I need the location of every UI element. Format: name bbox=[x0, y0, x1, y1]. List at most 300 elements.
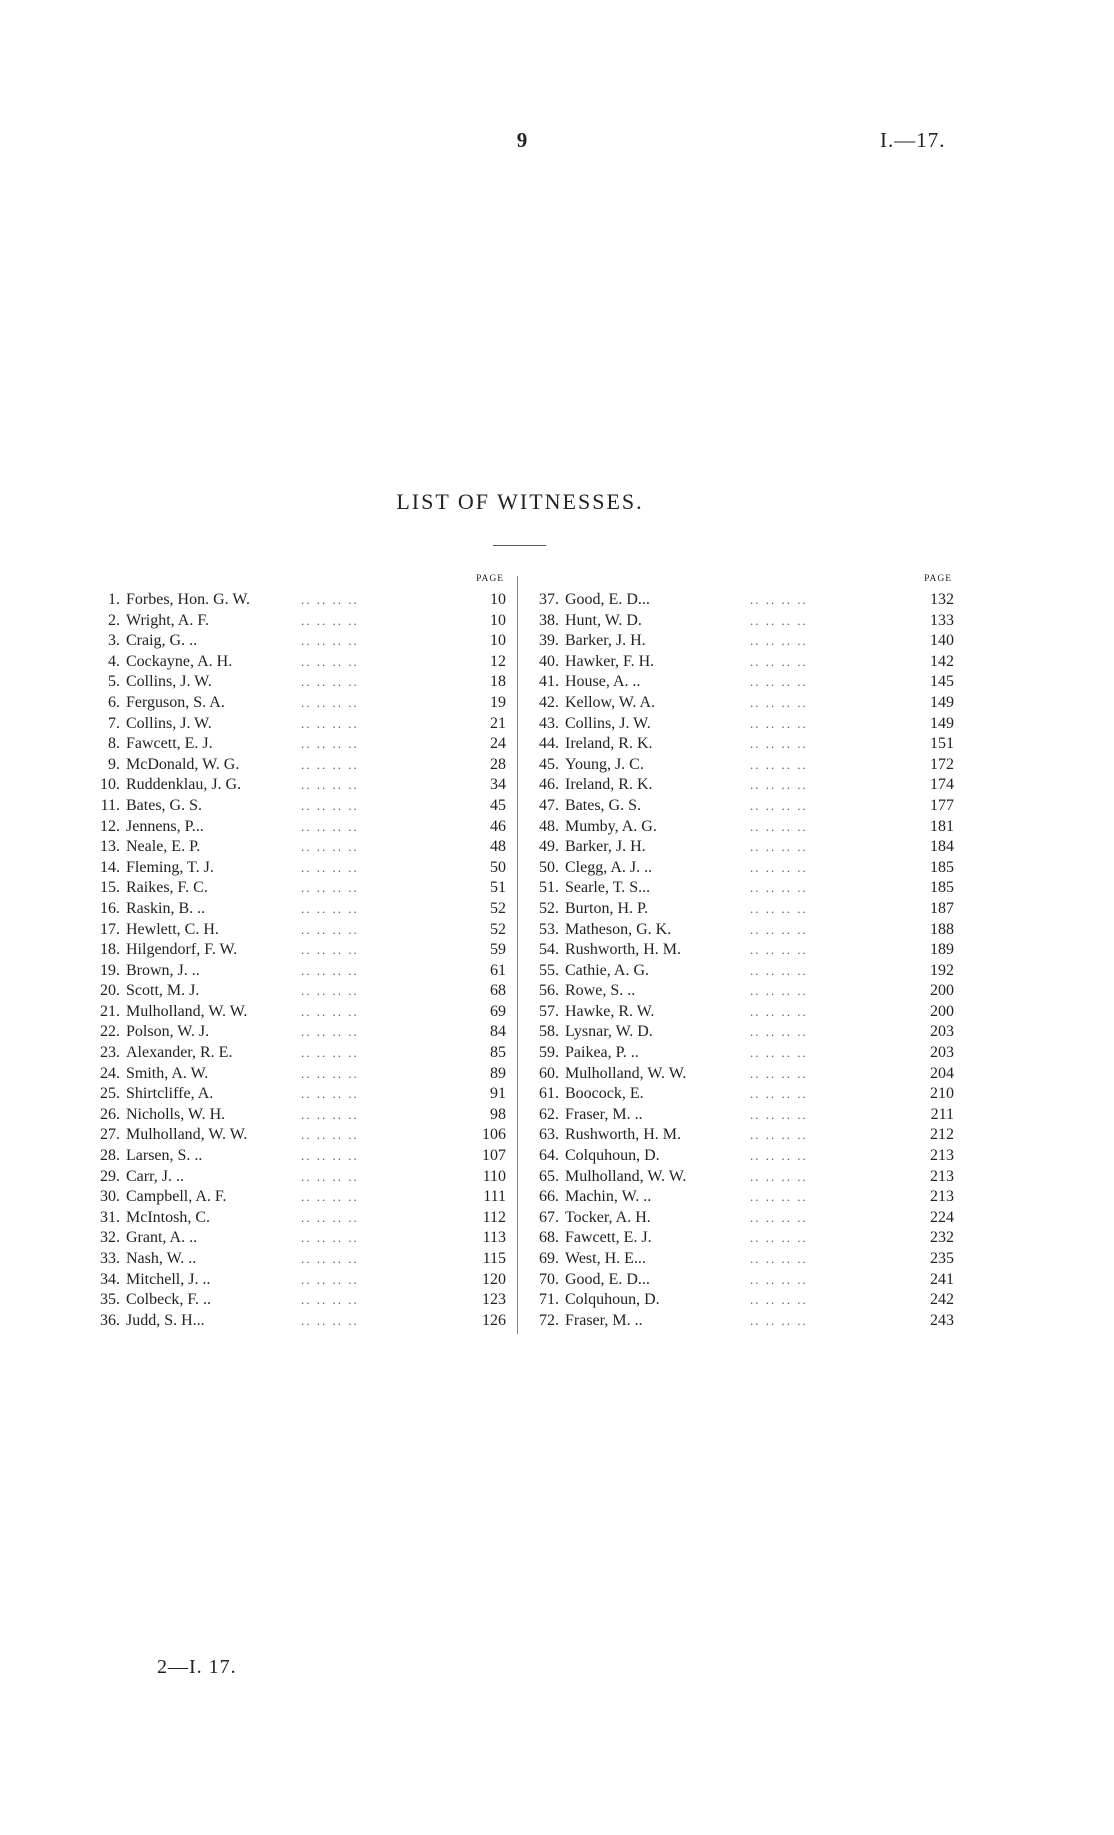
dot-leader: .. .. .. .. bbox=[301, 633, 359, 649]
witness-name: Shirtcliffe, A. bbox=[126, 1085, 214, 1103]
witness-row bbox=[529, 714, 954, 735]
page-reference: 123 bbox=[482, 1291, 506, 1309]
page-reference: 243 bbox=[930, 1311, 954, 1329]
witness-number: 28. bbox=[100, 1147, 120, 1165]
dot-leader: .. .. .. .. bbox=[301, 839, 359, 855]
dot-leader: .. .. .. .. bbox=[750, 633, 808, 649]
dot-leader: .. .. .. .. bbox=[750, 880, 808, 896]
witness-column-left bbox=[88, 574, 506, 1331]
witness-row bbox=[88, 1002, 506, 1023]
page-reference: 85 bbox=[490, 1044, 506, 1062]
witness-row bbox=[529, 1311, 954, 1332]
page-reference: 213 bbox=[930, 1188, 954, 1206]
witness-number: 4. bbox=[108, 652, 120, 670]
page-reference: 149 bbox=[930, 714, 954, 732]
witness-number: 65. bbox=[539, 1167, 559, 1185]
witness-name: Grant, A. .. bbox=[126, 1229, 198, 1247]
witness-row bbox=[88, 1290, 506, 1311]
witness-row bbox=[88, 837, 506, 858]
witness-row bbox=[88, 611, 506, 632]
page-reference: 132 bbox=[930, 591, 954, 608]
column-divider bbox=[517, 576, 518, 1334]
dot-leader: .. .. .. .. bbox=[301, 1045, 359, 1061]
page-reference: 200 bbox=[930, 982, 954, 1000]
page-reference: 52 bbox=[490, 920, 506, 938]
witness-number: 27. bbox=[100, 1126, 120, 1144]
witness-name: Forbes, Hon. G. W. bbox=[126, 591, 251, 608]
witness-name: Jennens, P... bbox=[126, 817, 204, 835]
witness-row bbox=[529, 1105, 954, 1126]
page-reference: 34 bbox=[490, 776, 506, 794]
page-reference: 149 bbox=[930, 693, 954, 711]
page-reference: 113 bbox=[482, 1229, 506, 1247]
witness-name: Polson, W. J. bbox=[126, 1023, 210, 1041]
witness-name: Hawke, R. W. bbox=[565, 1002, 655, 1020]
witness-name: Cockayne, A. H. bbox=[126, 652, 233, 670]
page-reference: 142 bbox=[930, 652, 954, 670]
witness-name: Ferguson, S. A. bbox=[126, 693, 225, 711]
witness-row bbox=[529, 1167, 954, 1188]
page-reference: 98 bbox=[490, 1105, 506, 1123]
dot-leader: .. .. .. .. bbox=[301, 1106, 359, 1122]
witness-name: McIntosh, C. bbox=[126, 1208, 210, 1226]
witness-name: Rowe, S. .. bbox=[565, 982, 636, 1000]
page-reference: 212 bbox=[930, 1126, 954, 1144]
witness-name: Carr, J. .. bbox=[126, 1167, 185, 1185]
page-title: LIST OF WITNESSES. bbox=[396, 489, 644, 514]
witness-name: Bates, G. S. bbox=[126, 796, 202, 814]
page-reference: 24 bbox=[490, 735, 506, 753]
witness-name: Mitchell, J. .. bbox=[126, 1270, 211, 1288]
witness-name: Ireland, R. K. bbox=[565, 776, 653, 794]
page-reference: 203 bbox=[930, 1023, 954, 1041]
witness-row bbox=[88, 1043, 506, 1064]
witness-row bbox=[88, 981, 506, 1002]
witness-name: Colbeck, F. .. bbox=[126, 1291, 211, 1309]
footer-signature: 2—I. 17. bbox=[157, 1656, 237, 1678]
witness-name: Colquhoun, D. bbox=[565, 1291, 660, 1309]
witness-number: 67. bbox=[539, 1208, 559, 1226]
page-reference: 19 bbox=[490, 693, 506, 711]
witness-number: 54. bbox=[539, 941, 559, 959]
witness-number: 5. bbox=[108, 673, 120, 691]
witness-name: Bates, G. S. bbox=[565, 796, 641, 814]
witness-name: Burton, H. P. bbox=[565, 899, 649, 917]
page-reference: 61 bbox=[490, 961, 506, 979]
page-column-heading: PAGE bbox=[924, 574, 952, 584]
witness-number: 3. bbox=[108, 632, 120, 650]
dot-leader: .. .. .. .. bbox=[301, 1271, 359, 1287]
dot-leader: .. .. .. .. bbox=[750, 1271, 808, 1287]
witness-name: Wright, A. F. bbox=[126, 611, 209, 629]
dot-leader: .. .. .. .. bbox=[750, 777, 808, 793]
witness-name: Machin, W. .. bbox=[565, 1188, 652, 1206]
witness-name: Cathie, A. G. bbox=[565, 961, 649, 979]
dot-leader: .. .. .. .. bbox=[750, 1168, 808, 1184]
witness-number: 6. bbox=[108, 693, 120, 711]
dot-leader: .. .. .. .. bbox=[750, 900, 808, 916]
page-reference: 10 bbox=[490, 611, 506, 629]
witness-name: Larsen, S. .. bbox=[126, 1147, 203, 1165]
page-reference: 46 bbox=[490, 817, 506, 835]
dot-leader: .. .. .. .. bbox=[750, 1003, 808, 1019]
witness-name: Young, J. C. bbox=[565, 755, 644, 773]
witness-name: Judd, S. H... bbox=[126, 1311, 205, 1329]
dot-leader: .. .. .. .. bbox=[301, 859, 359, 875]
witness-row bbox=[529, 920, 954, 941]
dot-leader: .. .. .. .. bbox=[301, 1292, 359, 1308]
dot-leader: .. .. .. .. bbox=[750, 674, 808, 690]
witness-row bbox=[88, 920, 506, 941]
dot-leader: .. .. .. .. bbox=[750, 1189, 808, 1205]
witness-number: 58. bbox=[539, 1023, 559, 1041]
witness-row bbox=[88, 1064, 506, 1085]
witness-number: 61. bbox=[539, 1085, 559, 1103]
witness-number: 60. bbox=[539, 1064, 559, 1082]
witness-name: Ruddenklau, J. G. bbox=[126, 776, 242, 794]
page-reference: 184 bbox=[930, 838, 954, 856]
dot-leader: .. .. .. .. bbox=[750, 756, 808, 772]
dot-leader: .. .. .. .. bbox=[750, 921, 808, 937]
page-reference: 126 bbox=[482, 1311, 506, 1329]
witness-number: 26. bbox=[100, 1105, 120, 1123]
page-number: 9 bbox=[516, 128, 528, 152]
witness-name: Clegg, A. J. .. bbox=[565, 858, 653, 876]
witness-number: 41. bbox=[539, 673, 559, 691]
witness-number: 19. bbox=[100, 961, 120, 979]
witness-row bbox=[529, 899, 954, 920]
page-reference: 59 bbox=[490, 941, 506, 959]
dot-leader: .. .. .. .. bbox=[750, 736, 808, 752]
witness-name: Mulholland, W. W. bbox=[565, 1167, 687, 1185]
dot-leader: .. .. .. .. bbox=[301, 900, 359, 916]
dot-leader: .. .. .. .. bbox=[750, 612, 808, 628]
page-reference: 151 bbox=[930, 735, 954, 753]
dot-leader: .. .. .. .. bbox=[301, 797, 359, 813]
witness-name: Fleming, T. J. bbox=[126, 858, 214, 876]
witness-number: 49. bbox=[539, 838, 559, 856]
witness-row bbox=[88, 1146, 506, 1167]
witness-number: 50. bbox=[539, 858, 559, 876]
dot-leader: .. .. .. .. bbox=[750, 1292, 808, 1308]
page-reference: 187 bbox=[930, 899, 954, 917]
witness-row bbox=[88, 1022, 506, 1043]
page-reference: 18 bbox=[490, 673, 506, 691]
dot-leader: .. .. .. .. bbox=[750, 715, 808, 731]
witness-number: 62. bbox=[539, 1105, 559, 1123]
page-reference: 232 bbox=[930, 1229, 954, 1247]
witness-row bbox=[529, 1228, 954, 1249]
witness-name: Ireland, R. K. bbox=[565, 735, 653, 753]
dot-leader: .. .. .. .. bbox=[750, 839, 808, 855]
witness-row bbox=[529, 940, 954, 961]
page-reference: 140 bbox=[930, 632, 954, 650]
witness-number: 52. bbox=[539, 899, 559, 917]
witness-row bbox=[529, 1084, 954, 1105]
page-reference: 120 bbox=[482, 1270, 506, 1288]
witness-number: 32. bbox=[100, 1229, 120, 1247]
page-reference: 45 bbox=[490, 796, 506, 814]
dot-leader: .. .. .. .. bbox=[750, 1127, 808, 1143]
page-reference: 106 bbox=[482, 1126, 506, 1144]
witness-row bbox=[529, 878, 954, 899]
witness-number: 70. bbox=[539, 1270, 559, 1288]
witness-number: 38. bbox=[539, 611, 559, 629]
page-reference: 52 bbox=[490, 899, 506, 917]
dot-leader: .. .. .. .. bbox=[301, 612, 359, 628]
witness-number: 15. bbox=[100, 879, 120, 897]
witness-name: Hawker, F. H. bbox=[565, 652, 655, 670]
dot-leader: .. .. .. .. bbox=[750, 962, 808, 978]
dot-leader: .. .. .. .. bbox=[301, 736, 359, 752]
dot-leader: .. .. .. .. bbox=[301, 592, 359, 607]
witness-number: 53. bbox=[539, 920, 559, 938]
witness-name: Campbell, A. F. bbox=[126, 1188, 227, 1206]
witness-name: Hilgendorf, F. W. bbox=[126, 941, 238, 959]
witness-number: 37. bbox=[539, 591, 559, 608]
dot-leader: .. .. .. .. bbox=[750, 1106, 808, 1122]
witness-name: Fawcett, E. J. bbox=[565, 1229, 652, 1247]
witness-number: 34. bbox=[100, 1270, 120, 1288]
witness-name: Nicholls, W. H. bbox=[126, 1105, 226, 1123]
witness-row bbox=[88, 1249, 506, 1270]
witness-number: 1. bbox=[108, 591, 120, 608]
witness-row bbox=[88, 796, 506, 817]
witness-number: 17. bbox=[100, 920, 120, 938]
witness-row bbox=[88, 940, 506, 961]
page-reference: 185 bbox=[930, 858, 954, 876]
page-reference: 200 bbox=[930, 1002, 954, 1020]
witness-name: House, A. .. bbox=[565, 673, 641, 691]
witness-name: Collins, J. W. bbox=[565, 714, 651, 732]
witness-name: Collins, J. W. bbox=[126, 714, 212, 732]
witness-number: 36. bbox=[100, 1311, 120, 1329]
witness-number: 63. bbox=[539, 1126, 559, 1144]
dot-leader: .. .. .. .. bbox=[750, 797, 808, 813]
witness-number: 71. bbox=[539, 1291, 559, 1309]
page-reference: 189 bbox=[930, 941, 954, 959]
dot-leader: .. .. .. .. bbox=[301, 1003, 359, 1019]
dot-leader: .. .. .. .. bbox=[301, 1148, 359, 1164]
witness-row bbox=[529, 981, 954, 1002]
witness-row bbox=[529, 611, 954, 632]
dot-leader: .. .. .. .. bbox=[301, 1189, 359, 1205]
page-reference: 204 bbox=[930, 1064, 954, 1082]
witness-name: Mulholland, W. W. bbox=[126, 1002, 248, 1020]
page-reference: 48 bbox=[490, 838, 506, 856]
dot-leader: .. .. .. .. bbox=[301, 818, 359, 834]
dot-leader: .. .. .. .. bbox=[750, 653, 808, 669]
witness-row bbox=[88, 1084, 506, 1105]
witness-row bbox=[529, 775, 954, 796]
witness-row bbox=[88, 878, 506, 899]
witness-number: 9. bbox=[108, 755, 120, 773]
page-reference: 181 bbox=[930, 817, 954, 835]
page-reference: 12 bbox=[490, 652, 506, 670]
dot-leader: .. .. .. .. bbox=[750, 1148, 808, 1164]
witness-row bbox=[88, 590, 506, 611]
page-reference: 174 bbox=[930, 776, 954, 794]
witness-row bbox=[88, 631, 506, 652]
page-reference: 192 bbox=[930, 961, 954, 979]
dot-leader: .. .. .. .. bbox=[750, 1086, 808, 1102]
page-reference: 111 bbox=[483, 1188, 506, 1206]
witness-number: 56. bbox=[539, 982, 559, 1000]
witness-name: Fawcett, E. J. bbox=[126, 735, 213, 753]
witness-row bbox=[529, 1290, 954, 1311]
page-reference: 185 bbox=[930, 879, 954, 897]
dot-leader: .. .. .. .. bbox=[750, 1209, 808, 1225]
witness-name: Good, E. D... bbox=[565, 591, 650, 608]
page-column-heading: PAGE bbox=[476, 574, 504, 584]
witness-name: Barker, J. H. bbox=[565, 838, 646, 856]
page-reference: 89 bbox=[490, 1064, 506, 1082]
witness-row bbox=[88, 734, 506, 755]
witness-number: 46. bbox=[539, 776, 559, 794]
dot-leader: .. .. .. .. bbox=[301, 1230, 359, 1246]
witness-row bbox=[529, 817, 954, 838]
witness-name: Matheson, G. K. bbox=[565, 920, 672, 938]
witness-number: 18. bbox=[100, 941, 120, 959]
witness-row bbox=[529, 1043, 954, 1064]
witness-row bbox=[529, 796, 954, 817]
dot-leader: .. .. .. .. bbox=[301, 921, 359, 937]
witness-row bbox=[88, 714, 506, 735]
dot-leader: .. .. .. .. bbox=[301, 1209, 359, 1225]
dot-leader: .. .. .. .. bbox=[301, 694, 359, 710]
witness-row bbox=[88, 1228, 506, 1249]
witness-name: Colquhoun, D. bbox=[565, 1147, 660, 1165]
witness-row bbox=[88, 1208, 506, 1229]
dot-leader: .. .. .. .. bbox=[301, 1024, 359, 1040]
witness-name: Craig, G. .. bbox=[126, 632, 198, 650]
witness-row bbox=[529, 693, 954, 714]
witness-number: 39. bbox=[539, 632, 559, 650]
witness-number: 21. bbox=[100, 1002, 120, 1020]
witness-number: 23. bbox=[100, 1044, 120, 1062]
document-reference: I.—17. bbox=[880, 128, 946, 152]
witness-name: McDonald, W. G. bbox=[126, 755, 240, 773]
witness-name: Scott, M. J. bbox=[126, 982, 200, 1000]
witness-row bbox=[529, 734, 954, 755]
witness-number: 48. bbox=[539, 817, 559, 835]
dot-leader: .. .. .. .. bbox=[750, 1312, 808, 1328]
witness-number: 47. bbox=[539, 796, 559, 814]
witness-number: 44. bbox=[539, 735, 559, 753]
page-reference: 50 bbox=[490, 858, 506, 876]
page-reference: 51 bbox=[490, 879, 506, 897]
witness-number: 24. bbox=[100, 1064, 120, 1082]
witness-row bbox=[529, 672, 954, 693]
page-reference: 177 bbox=[930, 796, 954, 814]
witness-row bbox=[529, 858, 954, 879]
page-reference: 28 bbox=[490, 755, 506, 773]
witness-number: 29. bbox=[100, 1167, 120, 1185]
witness-row bbox=[529, 1022, 954, 1043]
witness-row bbox=[88, 1311, 506, 1332]
dot-leader: .. .. .. .. bbox=[750, 1024, 808, 1040]
dot-leader: .. .. .. .. bbox=[301, 756, 359, 772]
witness-row bbox=[529, 1249, 954, 1270]
witness-row bbox=[88, 1105, 506, 1126]
dot-leader: .. .. .. .. bbox=[750, 983, 808, 999]
witness-row bbox=[529, 631, 954, 652]
witness-name: Paikea, P. .. bbox=[565, 1044, 639, 1062]
witness-name: Searle, T. S... bbox=[565, 879, 651, 897]
dot-leader: .. .. .. .. bbox=[750, 859, 808, 875]
witness-number: 13. bbox=[100, 838, 120, 856]
witness-row bbox=[88, 1187, 506, 1208]
page-reference: 10 bbox=[490, 632, 506, 650]
witness-name: Raskin, B. .. bbox=[126, 899, 206, 917]
witness-number: 40. bbox=[539, 652, 559, 670]
witness-row bbox=[529, 1208, 954, 1229]
witness-row bbox=[88, 775, 506, 796]
page-reference: 224 bbox=[930, 1208, 954, 1226]
witness-number: 7. bbox=[108, 714, 120, 732]
witness-number: 42. bbox=[539, 693, 559, 711]
dot-leader: .. .. .. .. bbox=[301, 880, 359, 896]
witness-name: Boocock, E. bbox=[565, 1085, 644, 1103]
witness-number: 66. bbox=[539, 1188, 559, 1206]
page-reference: 21 bbox=[490, 714, 506, 732]
page-reference: 115 bbox=[482, 1250, 506, 1267]
dot-leader: .. .. .. .. bbox=[301, 942, 359, 958]
witness-name: Rushworth, H. M. bbox=[565, 1126, 682, 1144]
dot-leader: .. .. .. .. bbox=[301, 715, 359, 731]
witness-number: 12. bbox=[100, 817, 120, 835]
dot-leader: .. .. .. .. bbox=[750, 818, 808, 834]
witness-name: Tocker, A. H. bbox=[565, 1208, 651, 1226]
witness-number: 59. bbox=[539, 1044, 559, 1062]
witness-name: Good, E. D... bbox=[565, 1270, 650, 1288]
witness-number: 20. bbox=[100, 982, 120, 1000]
page-reference: 145 bbox=[930, 673, 954, 691]
witness-number: 33. bbox=[100, 1250, 120, 1267]
witness-number: 10. bbox=[100, 776, 120, 794]
page-reference: 68 bbox=[490, 982, 506, 1000]
witness-row bbox=[529, 1270, 954, 1291]
witness-number: 72. bbox=[539, 1311, 559, 1329]
witness-row bbox=[88, 1167, 506, 1188]
page-reference: 188 bbox=[930, 920, 954, 938]
witness-row bbox=[529, 1002, 954, 1023]
witness-row bbox=[529, 837, 954, 858]
witness-name: Neale, E. P. bbox=[126, 838, 201, 856]
dot-leader: .. .. .. .. bbox=[301, 1251, 359, 1266]
dot-leader: .. .. .. .. bbox=[301, 983, 359, 999]
dot-leader: .. .. .. .. bbox=[750, 1251, 808, 1266]
witness-name: Mulholland, W. W. bbox=[565, 1064, 687, 1082]
dot-leader: .. .. .. .. bbox=[301, 1168, 359, 1184]
witness-row bbox=[529, 590, 954, 611]
witness-name: Kellow, W. A. bbox=[565, 693, 656, 711]
witness-number: 22. bbox=[100, 1023, 120, 1041]
witness-name: Lysnar, W. D. bbox=[565, 1023, 653, 1041]
witness-name: Hewlett, C. H. bbox=[126, 920, 219, 938]
witness-row bbox=[88, 1270, 506, 1291]
witness-number: 30. bbox=[100, 1188, 120, 1206]
witness-row bbox=[529, 755, 954, 776]
page-reference: 241 bbox=[930, 1270, 954, 1288]
witness-row bbox=[88, 693, 506, 714]
witness-number: 43. bbox=[539, 714, 559, 732]
witness-row bbox=[529, 1125, 954, 1146]
witness-row bbox=[88, 961, 506, 982]
witness-row bbox=[88, 899, 506, 920]
page-reference: 112 bbox=[482, 1208, 506, 1226]
witness-number: 69. bbox=[539, 1250, 559, 1267]
